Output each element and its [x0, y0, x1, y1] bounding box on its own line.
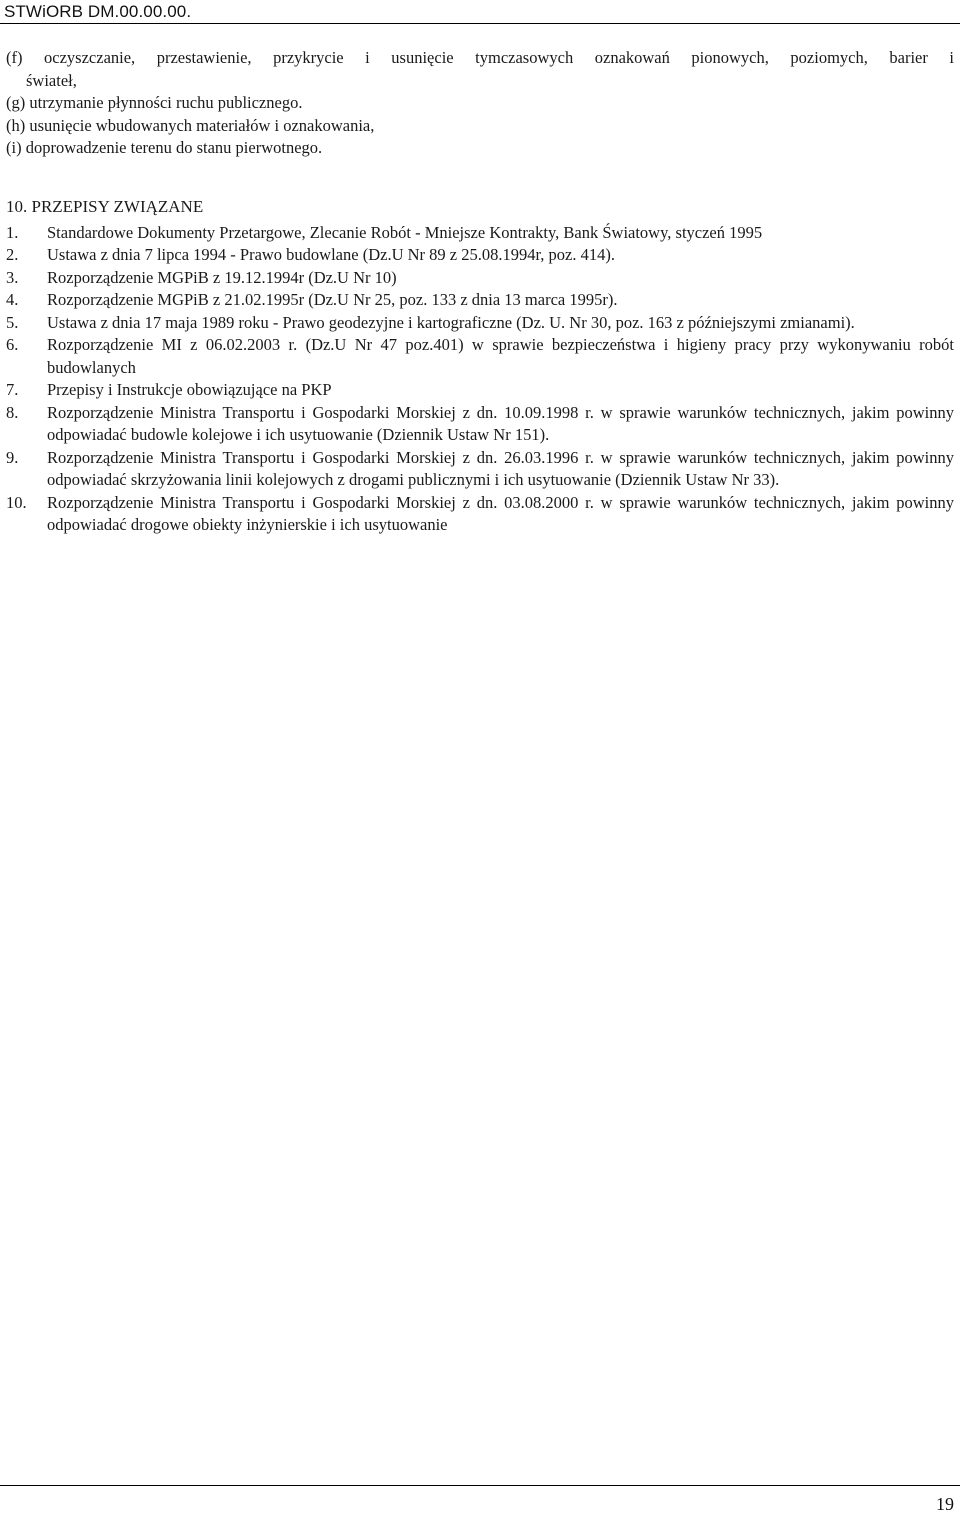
page-number: 19 — [936, 1494, 954, 1514]
list-item — [6, 244, 954, 267]
list-item-text: Rozporządzenie Ministra Transportu i Gospodarki Morskiej z dn. 26.03.1996 r. w sprawie warunków technicznych, jakim powinny odpowiadać skrzyżowania linii kolejowych z drogami publicznymi i ich usytuowanie (Dziennik Ustaw Nr 33). — [47, 447, 954, 489]
work-item-f-line-1: (f) oczyszczanie, przestawienie, przykrycie i usunięcie tymczasowych oznakowań pionowych, poziomych, barier i — [6, 48, 954, 67]
header-divider — [0, 23, 960, 24]
list-item-text: Przepisy i Instrukcje obowiązujące na PKP — [47, 380, 332, 399]
work-item-h: (h) usunięcie wbudowanych materiałów i oznakowania, — [6, 115, 375, 135]
list-item — [6, 402, 954, 447]
list-item-text: Rozporządzenie MGPiB z 19.12.1994r (Dz.U Nr 10) — [47, 267, 397, 287]
work-items-list — [6, 47, 954, 160]
list-item — [6, 334, 954, 379]
list-item — [6, 447, 954, 492]
list-item-number: 1. — [6, 222, 19, 242]
list-item-number: 7. — [6, 380, 19, 399]
list-item-text: Ustawa z dnia 17 maja 1989 roku - Prawo geodezyjne i kartograficzne (Dz. U. Nr 30, poz. 163 z późniejszymi zmianami). — [47, 312, 855, 332]
section-heading: 10. PRZEPISY ZWIĄZANE — [6, 196, 204, 216]
list-item-number: 3. — [6, 267, 19, 287]
list-item-number: 5. — [6, 312, 19, 332]
list-item — [6, 289, 954, 312]
document-body — [6, 47, 954, 537]
regulations-list — [6, 222, 954, 537]
work-item-g: (g) utrzymanie płynności ruchu publicznego. — [6, 93, 303, 112]
work-item-f-line-2: świateł, — [26, 70, 77, 90]
list-item-number: 8. — [6, 402, 19, 422]
footer-divider — [0, 1485, 960, 1486]
list-item — [6, 312, 954, 335]
list-item-number: 4. — [6, 290, 19, 309]
list-item-text: Rozporządzenie Ministra Transportu i Gospodarki Morskiej z dn. 10.09.1998 r. w sprawie warunków technicznych, jakim powinny odpowiadać budowle kolejowe i ich usytuowanie (Dziennik Ustaw Nr 151). — [47, 402, 954, 444]
list-item-text: Rozporządzenie Ministra Transportu i Gospodarki Morskiej z dn. 03.08.2000 r. w sprawie warunków technicznych, jakim powinny odpowiadać drogowe obiekty inżynierskie i ich usytuowanie — [47, 492, 954, 534]
list-item-text: Rozporządzenie MI z 06.02.2003 r. (Dz.U Nr 47 poz.401) w sprawie bezpieczeństwa i higieny pracy przy wykonywaniu robót budowlanych — [47, 335, 954, 377]
list-item-text: Ustawa z dnia 7 lipca 1994 - Prawo budowlane (Dz.U Nr 89 z 25.08.1994r, poz. 414). — [47, 245, 615, 264]
list-item-number: 6. — [6, 335, 19, 354]
list-item — [6, 222, 954, 245]
list-item — [6, 267, 954, 290]
work-item-i: (i) doprowadzenie terenu do stanu pierwotnego. — [6, 138, 323, 157]
list-item-text: Rozporządzenie MGPiB z 21.02.1995r (Dz.U Nr 25, poz. 133 z dnia 13 marca 1995r). — [47, 290, 618, 309]
list-item-text: Standardowe Dokumenty Przetargowe, Zlecanie Robót - Mniejsze Kontrakty, Bank Światowy, styczeń 1995 — [47, 222, 763, 242]
list-item-number: 10. — [6, 492, 27, 512]
document-code: STWiORB DM.00.00.00. — [4, 2, 192, 21]
list-item-number: 9. — [6, 447, 19, 467]
list-item — [6, 379, 954, 402]
page-header — [0, 0, 960, 24]
list-item-number: 2. — [6, 245, 19, 264]
list-item — [6, 492, 954, 537]
